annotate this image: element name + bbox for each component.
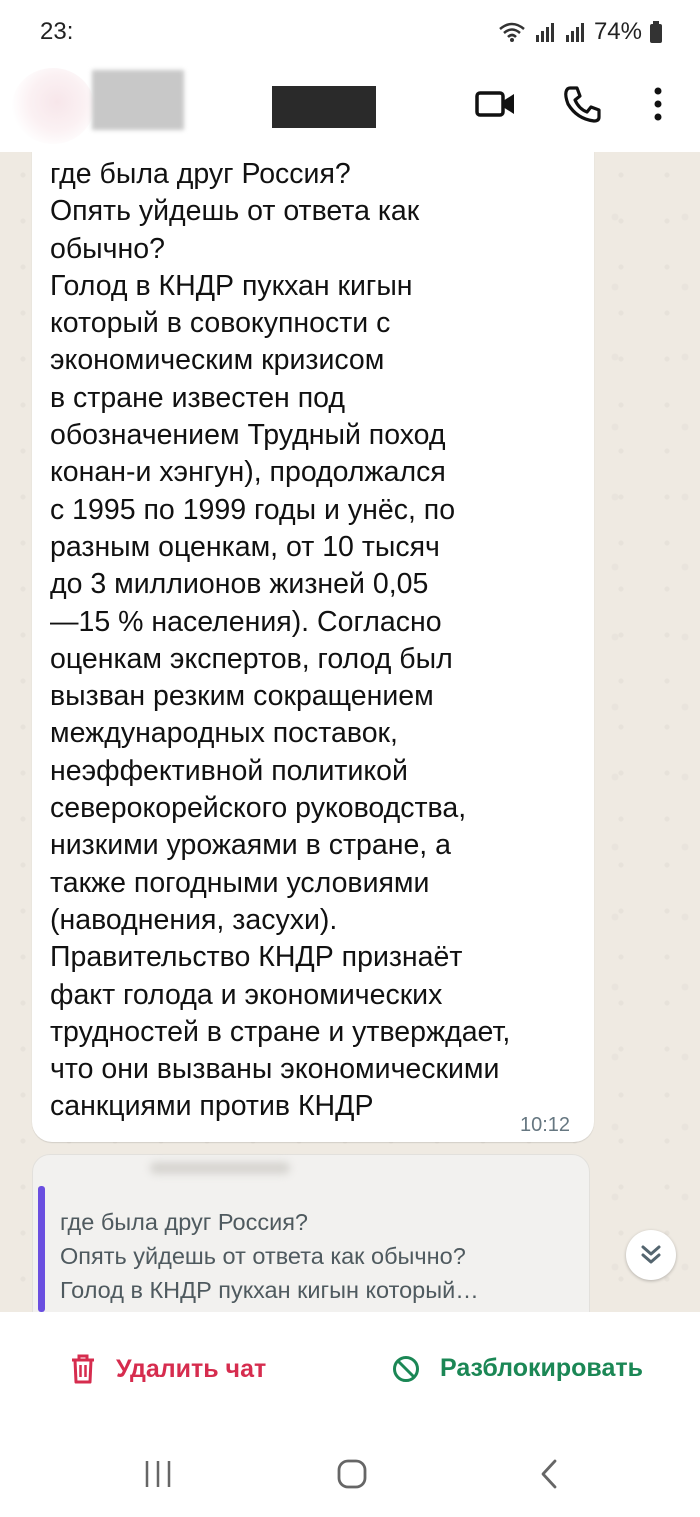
- reply-accent-bar: [38, 1186, 45, 1312]
- message-line: международных поставок,: [50, 717, 398, 750]
- message-line: обычно?: [50, 232, 165, 265]
- message-line: Правительство КНДР признаёт: [50, 941, 463, 974]
- battery-icon: [650, 21, 662, 43]
- signal-icon-2: [564, 21, 586, 43]
- trash-icon: [70, 1354, 96, 1384]
- battery-percent: 74%: [593, 18, 642, 45]
- back-icon[interactable]: [538, 1458, 560, 1490]
- message-line: конан-и хэнгун), продолжался: [50, 456, 446, 489]
- delete-chat-button[interactable]: [70, 1354, 266, 1384]
- signal-icon: [534, 21, 556, 43]
- message-line: северокорейского руководства,: [50, 792, 467, 825]
- chat-area[interactable]: [0, 152, 700, 1312]
- contact-name-redacted[interactable]: [92, 70, 184, 130]
- message-line: вызван резким сокращением: [50, 680, 434, 713]
- message-line: низкими урожаями в стране, а: [50, 829, 451, 862]
- message-time: 10:12: [520, 1114, 571, 1136]
- home-icon[interactable]: [336, 1458, 368, 1490]
- message-line: Опять уйдешь от ответа как: [50, 195, 420, 228]
- message-line: обозначением Трудный поход: [50, 419, 446, 452]
- scroll-to-bottom-button[interactable]: [626, 1230, 676, 1280]
- message-line: факт голода и экономических: [50, 978, 443, 1011]
- video-call-icon[interactable]: [474, 84, 518, 124]
- message-line: неэффективной политикой: [50, 754, 408, 787]
- message-line: (наводнения, засухи).: [50, 903, 338, 936]
- chat-header: [0, 62, 700, 152]
- message-line: трудностей в стране и утверждает,: [50, 1015, 511, 1048]
- message-line: с 1995 по 1999 годы и унёс, по: [50, 493, 456, 526]
- blocked-chat-actions: [0, 1312, 700, 1432]
- recent-apps-icon[interactable]: [144, 1458, 172, 1490]
- unblock-label: Разблокировать: [440, 1354, 643, 1382]
- reply-preview-line: Опять уйдешь от ответа как обычно?: [60, 1243, 466, 1269]
- message-line: Голод в КНДР пукхан кигын: [50, 269, 413, 302]
- message-line: что они вызваны экономическими: [50, 1053, 500, 1086]
- message-line: санкциями против КНДР: [50, 1090, 374, 1123]
- block-icon: [392, 1355, 420, 1383]
- status-icons: [498, 18, 662, 46]
- unblock-button[interactable]: [392, 1354, 643, 1383]
- reply-preview-line: Голод в КНДР пукхан кигын который…: [60, 1277, 479, 1303]
- message-line: экономическим кризисом: [50, 344, 385, 377]
- reply-preview-text: [60, 1205, 580, 1307]
- message-line: где была друг Россия?: [50, 158, 351, 190]
- message-text: [50, 156, 590, 1126]
- phone-icon[interactable]: [562, 84, 602, 124]
- avatar[interactable]: [12, 68, 94, 144]
- wifi-icon: [498, 21, 526, 43]
- status-bar: [0, 0, 700, 62]
- message-line: —15 % населения). Согласно: [50, 605, 442, 638]
- message-line: разным оценкам, от 10 тысяч: [50, 530, 440, 563]
- more-options-icon[interactable]: [650, 84, 666, 124]
- status-time: 23:: [40, 18, 74, 45]
- reply-preview-line: где была друг Россия?: [60, 1209, 308, 1235]
- message-line: оценкам экспертов, голод был: [50, 642, 453, 675]
- message-line: также погодными условиями: [50, 866, 430, 899]
- message-line: который в совокупности с: [50, 307, 391, 340]
- message-line: в стране известен под: [50, 381, 346, 414]
- reply-author-redacted: [150, 1162, 290, 1174]
- message-line: до 3 миллионов жизней 0,05: [50, 568, 429, 601]
- contact-name-redacted-2[interactable]: [272, 86, 376, 128]
- delete-chat-label: Удалить чат: [116, 1354, 267, 1383]
- double-chevron-down-icon: [638, 1242, 664, 1268]
- system-nav-bar: [0, 1432, 700, 1517]
